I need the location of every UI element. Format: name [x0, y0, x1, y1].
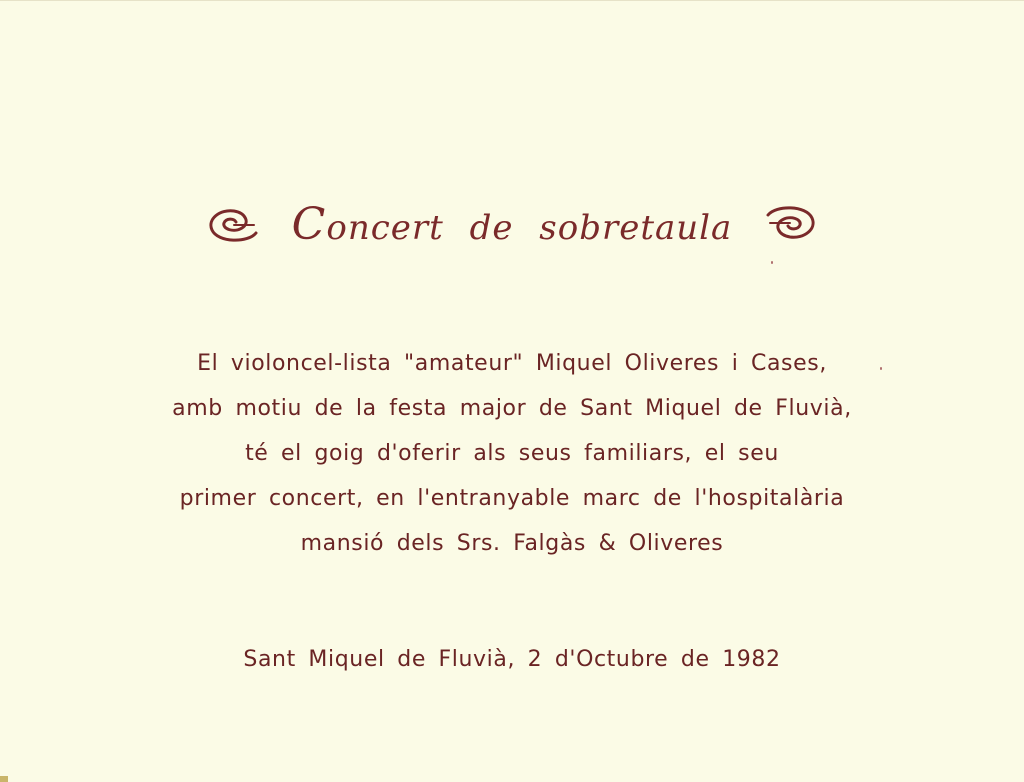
ink-speck [771, 261, 773, 264]
body-line: primer concert, en l'entranyable marc de l'hospitalària [179, 486, 845, 511]
invitation-body [0, 341, 1024, 566]
body-line: amb motiu de la festa major de Sant Miquel de Fluvià, [172, 396, 852, 421]
title-row [0, 189, 1024, 259]
title-initial: C [291, 198, 327, 250]
body-line: El violoncel-lista "amateur" Miquel Oliveres i Cases, [197, 351, 827, 376]
right-flourish-icon [762, 203, 820, 245]
ink-speck [880, 367, 882, 370]
left-flourish-icon [204, 203, 262, 245]
date-place-line: Sant Miquel de Fluvià, 2 d'Octubre de 1982 [243, 647, 781, 672]
paper-stain [0, 776, 8, 782]
title-rest: oncert de sobretaula [326, 207, 733, 248]
body-line: mansió dels Srs. Falgàs & Oliveres [300, 531, 724, 556]
page-title [292, 199, 733, 250]
body-line: té el goig d'oferir als seus familiars, el seu [245, 441, 779, 466]
